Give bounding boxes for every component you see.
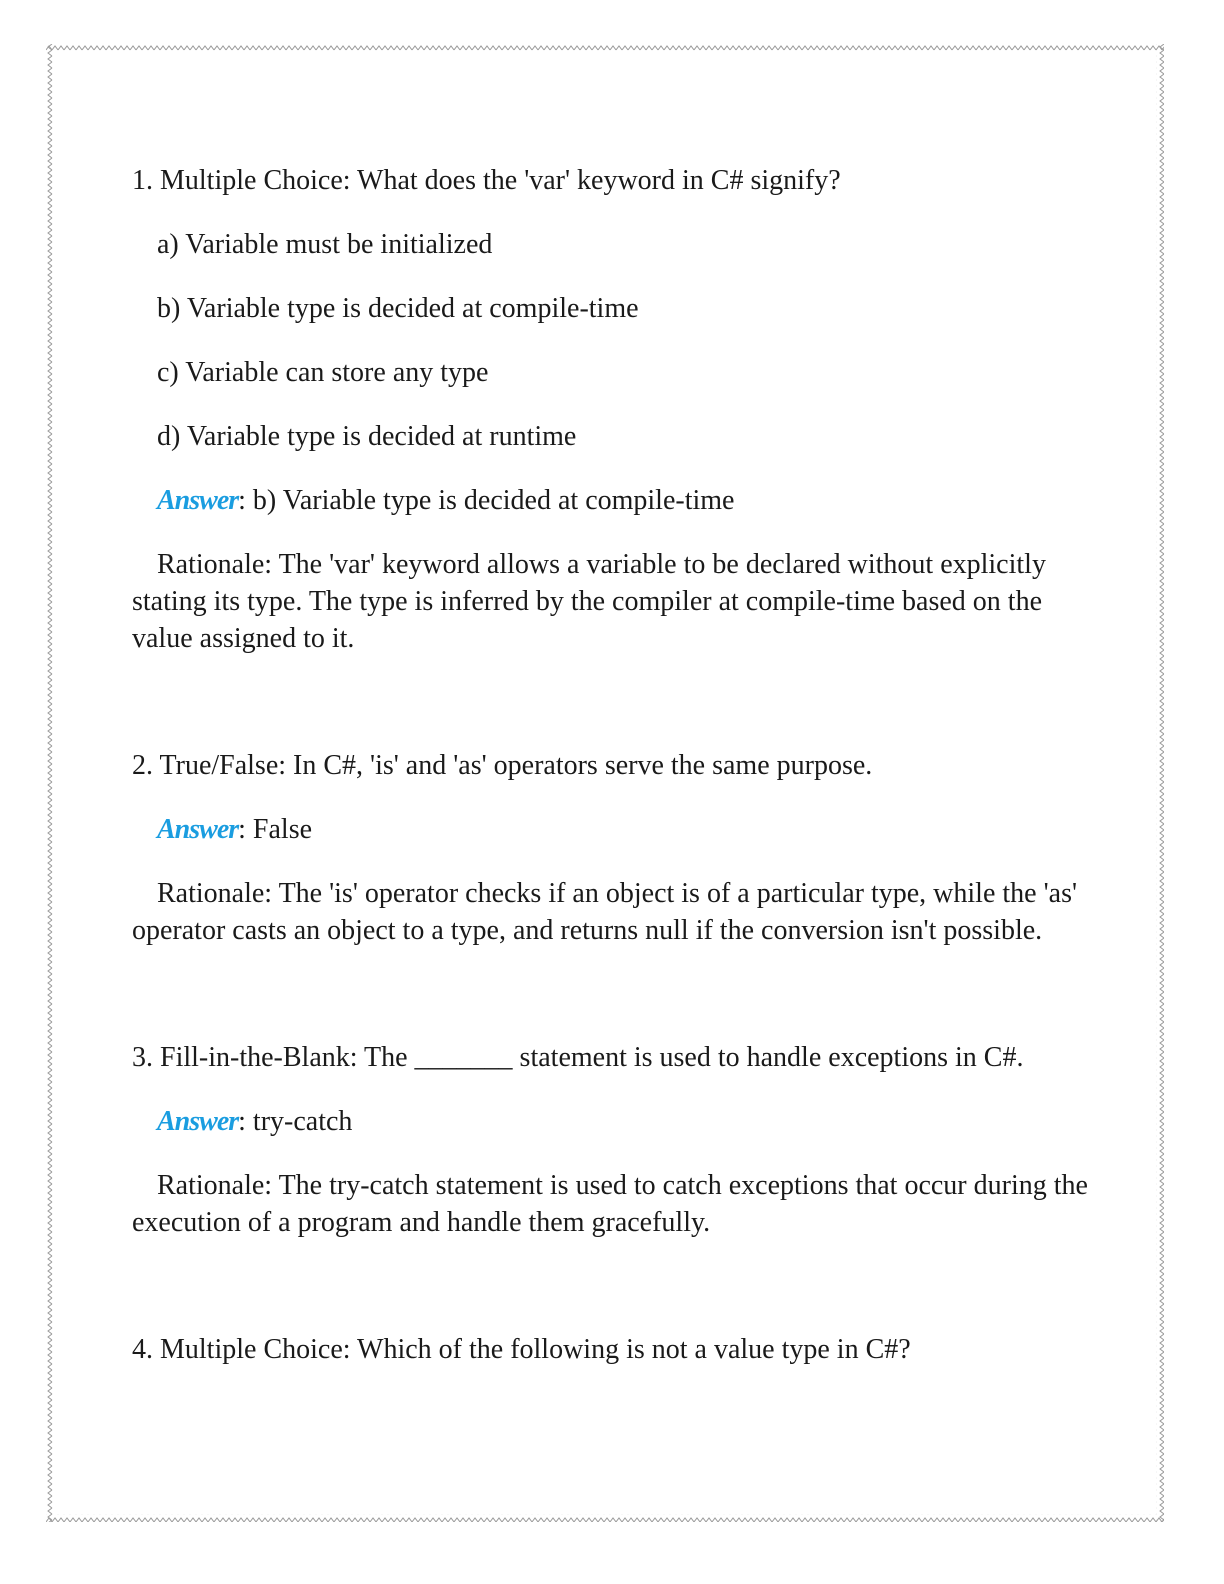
answer-line <box>157 811 1092 848</box>
answer-text: : try-catch <box>238 1106 353 1137</box>
question-3 <box>132 1039 1092 1241</box>
spacer <box>132 1241 1092 1331</box>
option-b: b) Variable type is decided at compile-time <box>157 293 639 324</box>
answer-line <box>157 482 1092 519</box>
question-1 <box>132 162 1092 657</box>
option-d: d) Variable type is decided at runtime <box>157 421 577 452</box>
answer-line <box>157 1103 1092 1140</box>
answer-text: : b) Variable type is decided at compile-time <box>238 485 735 516</box>
rationale: Rationale: The 'is' operator checks if an object is of a particular type, while the 'as' operator casts an object to a type, and returns null if the conversion isn't possible. <box>132 878 1078 946</box>
question-title: 2. True/False: In C#, 'is' and 'as' operators serve the same purpose. <box>132 750 873 781</box>
answer-text: : False <box>238 814 313 845</box>
answer-label: Answer <box>157 814 239 845</box>
question-title: 3. Fill-in-the-Blank: The _______ statement is used to handle exceptions in C#. <box>132 1042 1024 1073</box>
rationale: Rationale: The 'var' keyword allows a variable to be declared without explicitly stating its type. The type is inferred by the compiler at compile-time based on the value assigned to it. <box>132 549 1046 654</box>
spacer <box>132 657 1092 747</box>
answer-label: Answer <box>157 1106 239 1137</box>
option-c: c) Variable can store any type <box>157 357 489 388</box>
answer-label: Answer <box>157 485 239 516</box>
question-title: 1. Multiple Choice: What does the 'var' keyword in C# signify? <box>132 165 841 196</box>
spacer <box>132 949 1092 1039</box>
document-body <box>132 162 1092 1368</box>
question-title: 4. Multiple Choice: Which of the following is not a value type in C#? <box>132 1334 911 1365</box>
rationale: Rationale: The try-catch statement is used to catch exceptions that occur during the execution of a program and handle them gracefully. <box>132 1170 1088 1238</box>
option-a: a) Variable must be initialized <box>157 229 493 260</box>
question-2 <box>132 747 1092 949</box>
question-4 <box>132 1331 1092 1368</box>
